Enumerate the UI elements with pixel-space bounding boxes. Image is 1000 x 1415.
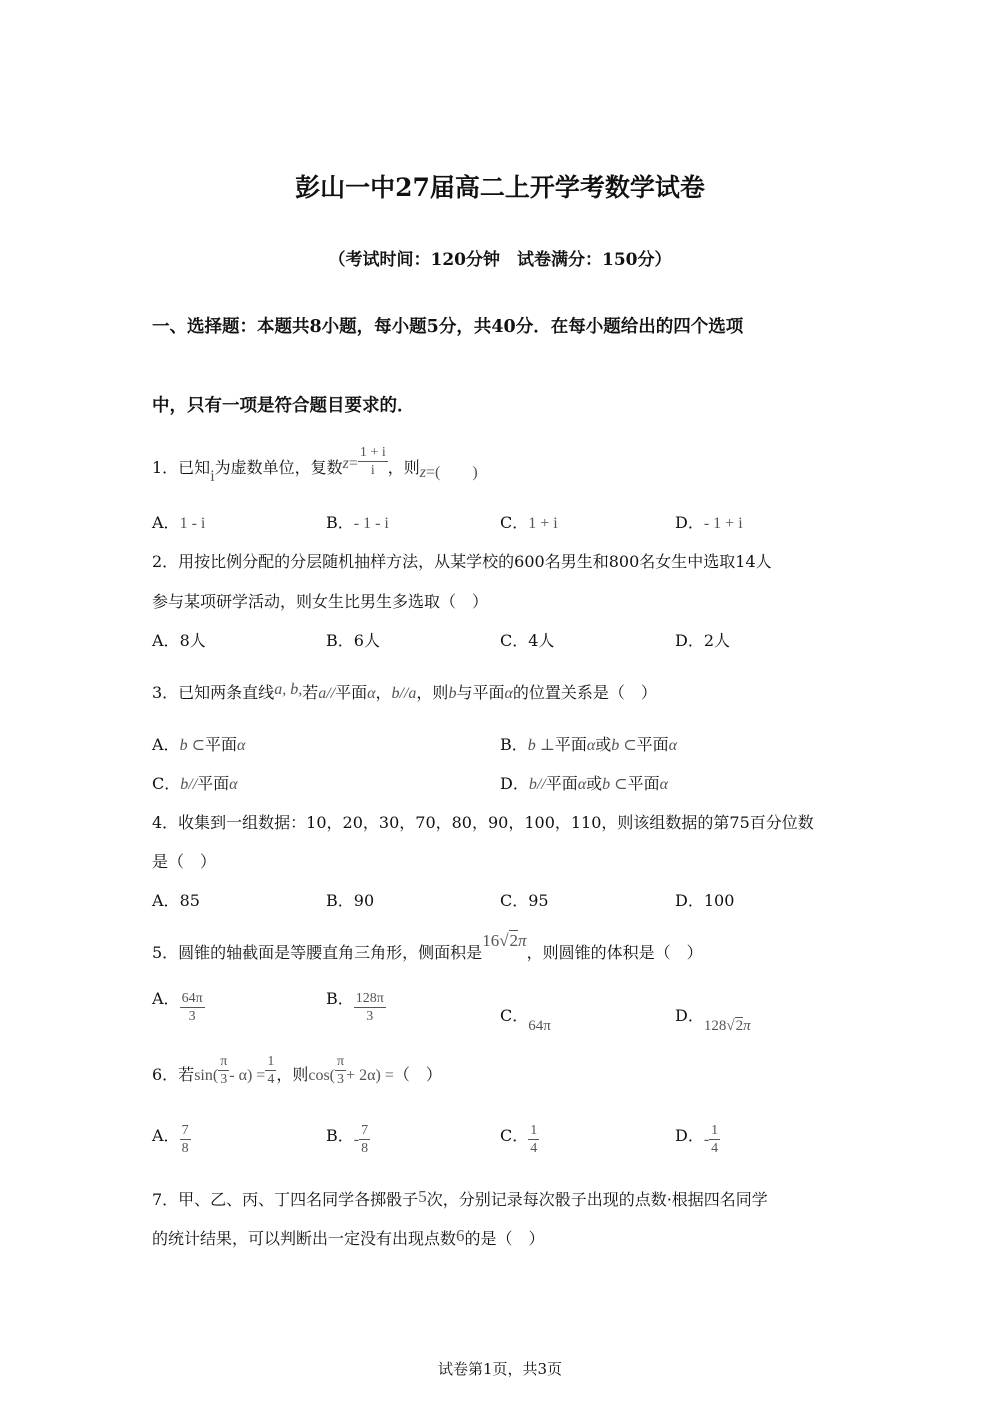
q1-zbar: z bbox=[419, 464, 426, 481]
option-label: A． bbox=[152, 1126, 180, 1145]
q5-text: 5．圆锥的轴截面是等腰直角三角形，侧面积是 bbox=[152, 943, 483, 962]
question-6 bbox=[152, 1054, 442, 1088]
option-math: 128√2π bbox=[703, 1018, 751, 1034]
sign: - bbox=[703, 1131, 710, 1148]
q6-frac-14 bbox=[265, 1053, 276, 1088]
q3-text: 平面 bbox=[335, 683, 368, 702]
denominator: 4 bbox=[267, 1072, 275, 1087]
q3-alpha: α bbox=[504, 685, 513, 702]
numerator: 1 bbox=[267, 1054, 275, 1069]
q7-text: 7．甲、乙、丙、丁四名同学各掷骰子 bbox=[152, 1190, 419, 1209]
numerator: 128π bbox=[355, 991, 384, 1006]
denominator: 8 bbox=[181, 1141, 189, 1156]
question-7-line2 bbox=[152, 1226, 545, 1249]
q5-text: ，则圆锥的体积是（ ） bbox=[526, 943, 703, 962]
q1-numerator: 1 + i bbox=[359, 445, 386, 460]
q1-i: i bbox=[210, 468, 215, 485]
denominator: 3 bbox=[188, 1009, 196, 1024]
q3-text: ， bbox=[375, 683, 392, 702]
option-label: D． bbox=[675, 891, 704, 910]
q3-text: 若 bbox=[302, 683, 319, 702]
numerator: 7 bbox=[181, 1123, 189, 1138]
option-label: C． bbox=[500, 1126, 529, 1145]
numerator: 64π bbox=[181, 991, 203, 1006]
option-text: 或 bbox=[595, 735, 612, 754]
option-label: C． bbox=[152, 774, 181, 793]
option-fraction bbox=[528, 1122, 539, 1157]
option-math: α bbox=[577, 776, 587, 793]
denominator: 4 bbox=[711, 1141, 719, 1156]
option-text: 或 bbox=[586, 774, 603, 793]
q4-option-c[interactable] bbox=[500, 888, 549, 911]
q1-z: z bbox=[342, 455, 349, 472]
option-label: A． bbox=[152, 735, 180, 754]
q2-option-a[interactable] bbox=[152, 628, 206, 651]
q6-text: （ ） bbox=[393, 1065, 442, 1084]
q6-frac-pi3 bbox=[218, 1053, 229, 1088]
option-math: b ⊂ bbox=[611, 737, 637, 754]
q1-option-c[interactable] bbox=[500, 510, 558, 533]
q3-text: 与平面 bbox=[456, 683, 505, 702]
q6-option-b[interactable] bbox=[326, 1122, 370, 1157]
numerator: 1 bbox=[711, 1123, 719, 1138]
q6-plus-2alpha: + 2α) = bbox=[346, 1067, 394, 1084]
option-label: C． bbox=[500, 891, 529, 910]
q6-option-d[interactable] bbox=[675, 1122, 720, 1157]
q1-option-b[interactable] bbox=[326, 510, 389, 533]
denominator: 8 bbox=[361, 1141, 369, 1156]
sign: - bbox=[353, 1131, 360, 1148]
option-math: α bbox=[236, 737, 246, 754]
exam-info: （考试时间：120分钟 试卷满分：150分） bbox=[328, 250, 672, 270]
option-label: B． bbox=[326, 1126, 354, 1145]
option-label: A． bbox=[152, 891, 180, 910]
q5-area-pi: π bbox=[518, 931, 527, 950]
option-text: 平面 bbox=[204, 735, 237, 754]
section-heading-line1: 一、选择题：本题共8小题，每小题5分，共40分．在每小题给出的四个选项 bbox=[152, 317, 744, 337]
q7-text: 的是（ ） bbox=[464, 1229, 545, 1248]
option-text: 4人 bbox=[528, 631, 555, 650]
q5-option-d[interactable] bbox=[675, 1006, 751, 1034]
q3-text: 的位置关系是（ ） bbox=[512, 683, 657, 702]
q5-area: 16√2π bbox=[482, 931, 527, 950]
question-5 bbox=[152, 931, 703, 963]
q2-option-b[interactable] bbox=[326, 628, 380, 651]
option-text: 平面 bbox=[197, 774, 230, 793]
numerator: 7 bbox=[361, 1123, 369, 1138]
option-label: D． bbox=[675, 1006, 704, 1025]
q5-area-coef: 16 bbox=[482, 931, 500, 950]
q3-text: ，则 bbox=[416, 683, 449, 702]
denominator: 3 bbox=[220, 1072, 228, 1087]
q1-text-2: 为虚数单位，复数 bbox=[214, 458, 343, 477]
q1-option-d[interactable] bbox=[675, 510, 743, 533]
option-text: 100 bbox=[703, 891, 735, 910]
q7-text: 次，分别记录每次骰子出现的点数·根据四名同学 bbox=[426, 1190, 768, 1209]
q4-option-d[interactable] bbox=[675, 888, 734, 911]
q6-option-c[interactable] bbox=[500, 1122, 539, 1157]
option-label: B． bbox=[500, 735, 528, 754]
q4-option-a[interactable] bbox=[152, 888, 200, 911]
q2-option-d[interactable] bbox=[675, 628, 730, 651]
numerator: π bbox=[337, 1054, 345, 1069]
option-label: B． bbox=[326, 631, 354, 650]
q6-minus-alpha: - α) = bbox=[229, 1067, 266, 1084]
q6-text: ，则 bbox=[276, 1065, 309, 1084]
q6-sin: sin( bbox=[194, 1067, 219, 1084]
q6-option-a[interactable] bbox=[152, 1122, 191, 1157]
numerator: 1 bbox=[530, 1123, 538, 1138]
option-label: B． bbox=[326, 513, 354, 532]
q3-option-b[interactable] bbox=[500, 732, 677, 755]
q3-option-a[interactable] bbox=[152, 732, 245, 755]
q1-text-3: ，则 bbox=[387, 458, 420, 477]
option-fraction bbox=[180, 1122, 191, 1157]
option-label: C． bbox=[500, 1006, 529, 1025]
option-text: 8人 bbox=[179, 631, 206, 650]
question-4-line2: 是（ ） bbox=[152, 852, 217, 871]
q5-option-b[interactable] bbox=[326, 990, 386, 1025]
option-label: D． bbox=[675, 1126, 704, 1145]
q3-alpha: α bbox=[367, 685, 376, 702]
option-math: 1 + i bbox=[528, 515, 558, 532]
q1-denominator: i bbox=[370, 463, 375, 478]
q1-eq: = bbox=[348, 455, 358, 472]
q6-cos: cos( bbox=[308, 1067, 335, 1084]
option-math: b ⊂ bbox=[602, 776, 628, 793]
option-label: C． bbox=[500, 513, 529, 532]
question-3 bbox=[152, 680, 657, 703]
question-2-line1: 2．用按比例分配的分层随机抽样方法，从某学校的600名男生和800名女生中选取14人 bbox=[152, 552, 772, 571]
option-label: D． bbox=[500, 774, 529, 793]
coef: 128 bbox=[703, 1018, 727, 1034]
q3-option-d[interactable] bbox=[500, 771, 668, 794]
question-2-line2: 参与某项研学活动，则女生比男生多选取（ ） bbox=[152, 592, 489, 611]
option-math: b ⊥ bbox=[527, 737, 555, 754]
option-text: 平面 bbox=[636, 735, 669, 754]
q4-option-b[interactable] bbox=[326, 888, 374, 911]
option-math: - 1 - i bbox=[353, 515, 389, 532]
question-7-line1 bbox=[152, 1187, 768, 1210]
q1-text-1: 1．已知 bbox=[152, 458, 211, 477]
q6-frac-pi3b bbox=[335, 1053, 346, 1088]
option-text: 平面 bbox=[554, 735, 587, 754]
q1-paren: =( ) bbox=[425, 464, 478, 481]
option-label: A． bbox=[152, 989, 180, 1008]
question-1 bbox=[152, 445, 478, 485]
q3-apar: a// bbox=[318, 685, 336, 702]
option-math: α bbox=[586, 737, 596, 754]
section-heading-line2: 中，只有一项是符合题目要求的． bbox=[152, 396, 415, 416]
option-math: - 1 + i bbox=[703, 515, 743, 532]
option-label: A． bbox=[152, 513, 180, 532]
q3-bpar: b//a bbox=[391, 685, 417, 702]
option-math: b// bbox=[180, 776, 198, 793]
option-text: 90 bbox=[353, 891, 375, 910]
option-math: α bbox=[229, 776, 238, 793]
page-footer: 试卷第1页，共3页 bbox=[437, 1360, 563, 1378]
option-label: D． bbox=[675, 631, 704, 650]
option-label: A． bbox=[152, 631, 180, 650]
q3-b: b bbox=[448, 685, 457, 702]
q7-text: 的统计结果，可以判断出一定没有出现点数 bbox=[152, 1229, 457, 1248]
denominator: 4 bbox=[530, 1141, 538, 1156]
option-text: 95 bbox=[528, 891, 549, 910]
q3-option-c[interactable] bbox=[152, 771, 238, 794]
option-label: C． bbox=[500, 631, 529, 650]
q1-option-a[interactable] bbox=[152, 510, 205, 533]
q5-option-c[interactable] bbox=[500, 1006, 551, 1034]
q5-area-root: 2 bbox=[509, 931, 519, 950]
page-title: 彭山一中27届高二上开学考数学试卷 bbox=[295, 173, 705, 202]
option-math: 1 - i bbox=[179, 515, 206, 532]
numerator: π bbox=[220, 1054, 228, 1069]
q3-text: 3．已知两条直线 bbox=[152, 683, 275, 702]
root: 2 bbox=[735, 1018, 744, 1034]
q1-fraction bbox=[358, 444, 388, 479]
option-label: B． bbox=[326, 891, 354, 910]
option-math: α bbox=[659, 776, 668, 793]
option-text: 85 bbox=[179, 891, 200, 910]
option-text: 6人 bbox=[353, 631, 380, 650]
denominator: 3 bbox=[337, 1072, 345, 1087]
denominator: 3 bbox=[366, 1009, 374, 1024]
option-label: D． bbox=[675, 513, 704, 532]
option-text: 2人 bbox=[703, 631, 731, 650]
option-fraction bbox=[359, 1122, 370, 1157]
option-fraction bbox=[709, 1122, 720, 1157]
option-math: b// bbox=[528, 776, 546, 793]
q2-option-c[interactable] bbox=[500, 628, 554, 651]
option-math: 64π bbox=[528, 1018, 551, 1034]
option-text: 平面 bbox=[545, 774, 578, 793]
option-fraction bbox=[180, 990, 205, 1025]
option-text: 平面 bbox=[627, 774, 660, 793]
q3-ab: a, b, bbox=[274, 681, 303, 698]
q5-option-a[interactable] bbox=[152, 990, 205, 1025]
option-fraction bbox=[354, 990, 386, 1025]
q6-text: 6．若 bbox=[152, 1065, 195, 1084]
question-4-line1: 4．收集到一组数据：10，20，30，70，80，90，100，110，则该组数据的第75百分位数 bbox=[152, 813, 814, 832]
option-label: B． bbox=[326, 989, 354, 1008]
option-math: α bbox=[668, 737, 678, 754]
pi: π bbox=[743, 1018, 751, 1034]
q7-six: 6 bbox=[456, 1226, 465, 1245]
option-math: b ⊂ bbox=[179, 737, 205, 754]
q7-five: 5 bbox=[418, 1187, 427, 1206]
